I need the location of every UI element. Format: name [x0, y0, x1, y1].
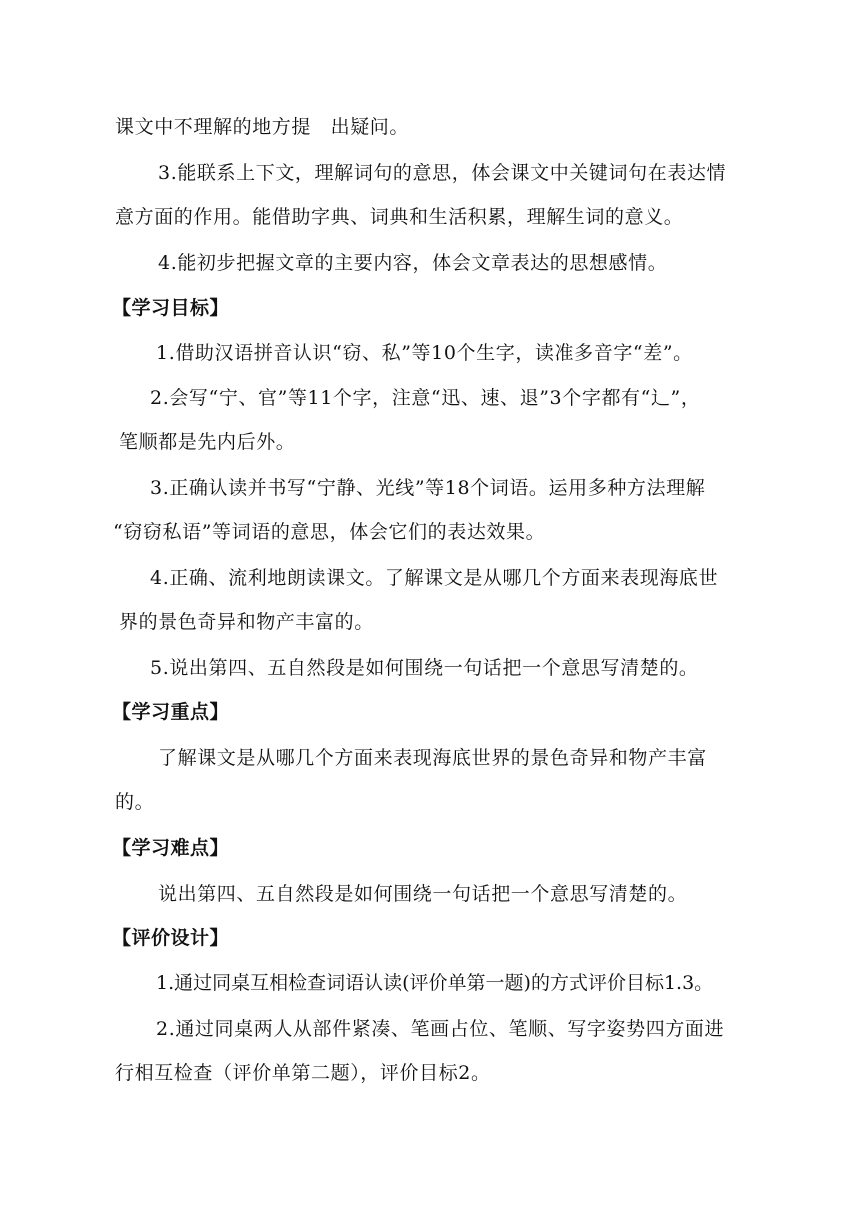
difficulties-heading: 【学习难点】 — [112, 837, 230, 859]
goal-4-line-2: 界的景色奇异和物产丰富的。 — [119, 611, 374, 633]
evaluation-heading: 【评价设计】 — [112, 927, 230, 949]
intro-item-4: 4.能初步把握文章的主要内容，体会文章表达的思想感情。 — [158, 252, 668, 274]
goal-3-line-2: “窃窃私语”等词语的意思，体会它们的表达效果。 — [113, 521, 546, 543]
learning-goals-heading: 【学习目标】 — [112, 297, 230, 319]
evaluation-item-1: 1.通过同桌互相检查词语认读(评价单第一题)的方式评价目标1.3。 — [156, 972, 714, 994]
key-points-line-1: 了解课文是从哪几个方面来表现海底世界的景色奇异和物产丰富 — [158, 747, 707, 769]
key-points-line-2: 的。 — [115, 791, 155, 813]
goal-1: 1.借助汉语拼音认识“窃、私”等10个生字，读准多音字“差”。 — [156, 342, 693, 364]
goal-3-line-1: 3.正确认读并书写“宁静、光线”等18个词语。运用多种方法理解 — [150, 477, 706, 499]
goal-2-line-1: 2.会写“宁、官”等11个字，注意“迅、速、退”3个字都有“辶”， — [150, 387, 701, 409]
evaluation-item-2-line-2: 行相互检查（评价单第二题），评价目标2。 — [115, 1062, 491, 1084]
goal-4-line-1: 4.正确、流利地朗读课文。了解课文是从哪几个方面来表现海底世 — [150, 567, 719, 589]
intro-line-1: 课文中不理解的地方提 出疑问。 — [115, 116, 410, 138]
goal-2-line-2: 笔顺都是先内后外。 — [119, 431, 296, 453]
key-points-heading: 【学习重点】 — [112, 701, 230, 723]
evaluation-item-2-line-1: 2.通过同桌两人从部件紧凑、笔画占位、笔顺、写字姿势四方面进 — [156, 1018, 725, 1040]
intro-item-3-line-2: 意方面的作用。能借助字典、词典和生活积累，理解生词的意义。 — [115, 206, 684, 228]
goal-5: 5.说出第四、五自然段是如何围绕一句话把一个意思写清楚的。 — [150, 657, 699, 679]
difficulties-line-1: 说出第四、五自然段是如何围绕一句话把一个意思写清楚的。 — [158, 883, 688, 905]
intro-item-3-line-1: 3.能联系上下文，理解词句的意思，体会课文中关键词句在表达情 — [158, 162, 727, 184]
